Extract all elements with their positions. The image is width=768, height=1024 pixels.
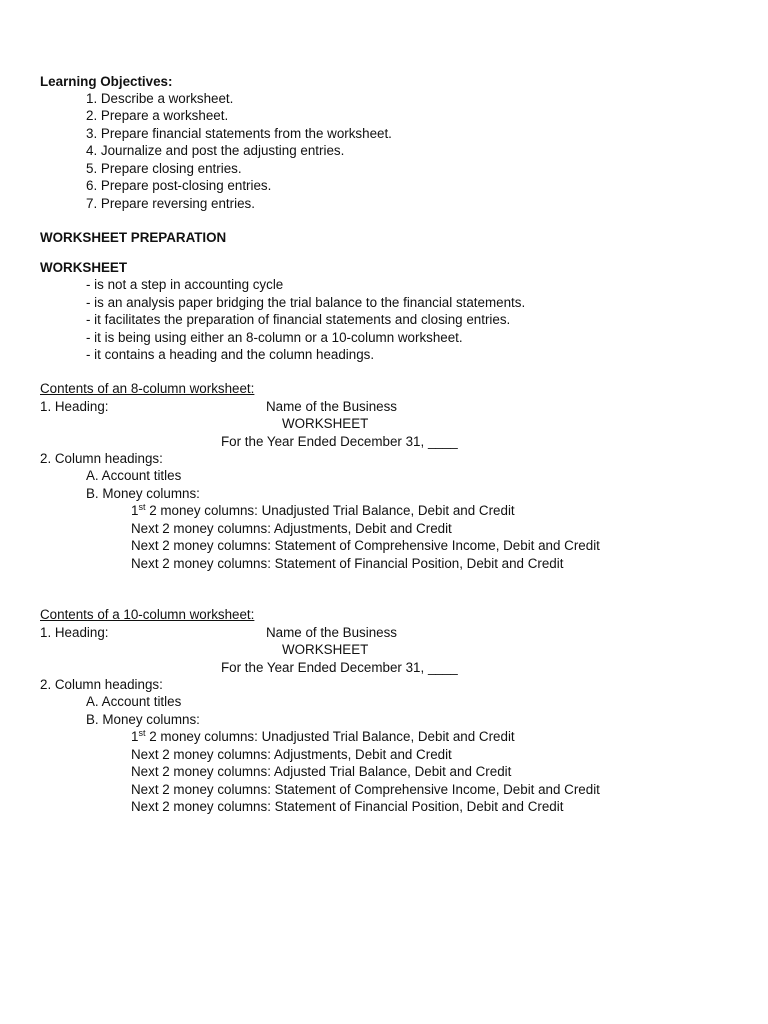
- eight-column-title: Contents of an 8-column worksheet:: [40, 381, 255, 396]
- ten-column-period: For the Year Ended December 31, ____: [221, 660, 458, 675]
- worksheet-point: - it facilitates the preparation of financial statements and closing entries.: [86, 312, 511, 327]
- objective-item: 6. Prepare post-closing entries.: [86, 178, 272, 193]
- eight-column-money-columns: B. Money columns:: [86, 486, 200, 501]
- ten-column-money-row: Next 2 money columns: Adjusted Trial Balance, Debit and Credit: [131, 764, 512, 779]
- ten-column-business-name: Name of the Business: [266, 625, 397, 640]
- ten-column-money-row: Next 2 money columns: Statement of Comprehensive Income, Debit and Credit: [131, 782, 600, 797]
- ten-column-money-row: 1st 2 money columns: Unadjusted Trial Balance, Debit and Credit: [131, 728, 515, 744]
- objectives-title: Learning Objectives:: [40, 74, 173, 89]
- worksheet-title: WORKSHEET: [40, 260, 128, 275]
- ten-column-worksheet-label: WORKSHEET: [282, 642, 369, 657]
- objective-item: 4. Journalize and post the adjusting entries.: [86, 143, 345, 158]
- worksheet-point: - it is being using either an 8-column or a 10-column worksheet.: [86, 330, 463, 345]
- eight-column-heading-label: 1. Heading:: [40, 399, 109, 414]
- ten-column-heading-label: 1. Heading:: [40, 625, 109, 640]
- eight-column-business-name: Name of the Business: [266, 399, 397, 414]
- section-title: WORKSHEET PREPARATION: [40, 230, 227, 245]
- ten-column-money-columns: B. Money columns:: [86, 712, 200, 727]
- worksheet-point: - it contains a heading and the column headings.: [86, 347, 375, 362]
- eight-column-money-row: Next 2 money columns: Statement of Financial Position, Debit and Credit: [131, 556, 564, 571]
- ten-column-title: Contents of a 10-column worksheet:: [40, 607, 255, 622]
- eight-column-account-titles: A. Account titles: [86, 468, 182, 483]
- ten-column-column-headings-label: 2. Column headings:: [40, 677, 163, 692]
- objective-item: 7. Prepare reversing entries.: [86, 196, 255, 211]
- ten-column-money-row: Next 2 money columns: Adjustments, Debit and Credit: [131, 747, 452, 762]
- objective-item: 3. Prepare financial statements from the worksheet.: [86, 126, 392, 141]
- eight-column-period: For the Year Ended December 31, ____: [221, 434, 458, 449]
- eight-column-money-row: 1st 2 money columns: Unadjusted Trial Balance, Debit and Credit: [131, 502, 515, 518]
- eight-column-money-row: Next 2 money columns: Adjustments, Debit and Credit: [131, 521, 452, 536]
- objective-item: 2. Prepare a worksheet.: [86, 108, 229, 123]
- objective-item: 1. Describe a worksheet.: [86, 91, 234, 106]
- worksheet-point: - is not a step in accounting cycle: [86, 277, 284, 292]
- ten-column-money-row: Next 2 money columns: Statement of Financial Position, Debit and Credit: [131, 799, 564, 814]
- objective-item: 5. Prepare closing entries.: [86, 161, 242, 176]
- eight-column-worksheet-label: WORKSHEET: [282, 416, 369, 431]
- eight-column-money-row: Next 2 money columns: Statement of Comprehensive Income, Debit and Credit: [131, 538, 600, 553]
- eight-column-column-headings-label: 2. Column headings:: [40, 451, 163, 466]
- ten-column-account-titles: A. Account titles: [86, 694, 182, 709]
- worksheet-point: - is an analysis paper bridging the trial balance to the financial statements.: [86, 295, 526, 310]
